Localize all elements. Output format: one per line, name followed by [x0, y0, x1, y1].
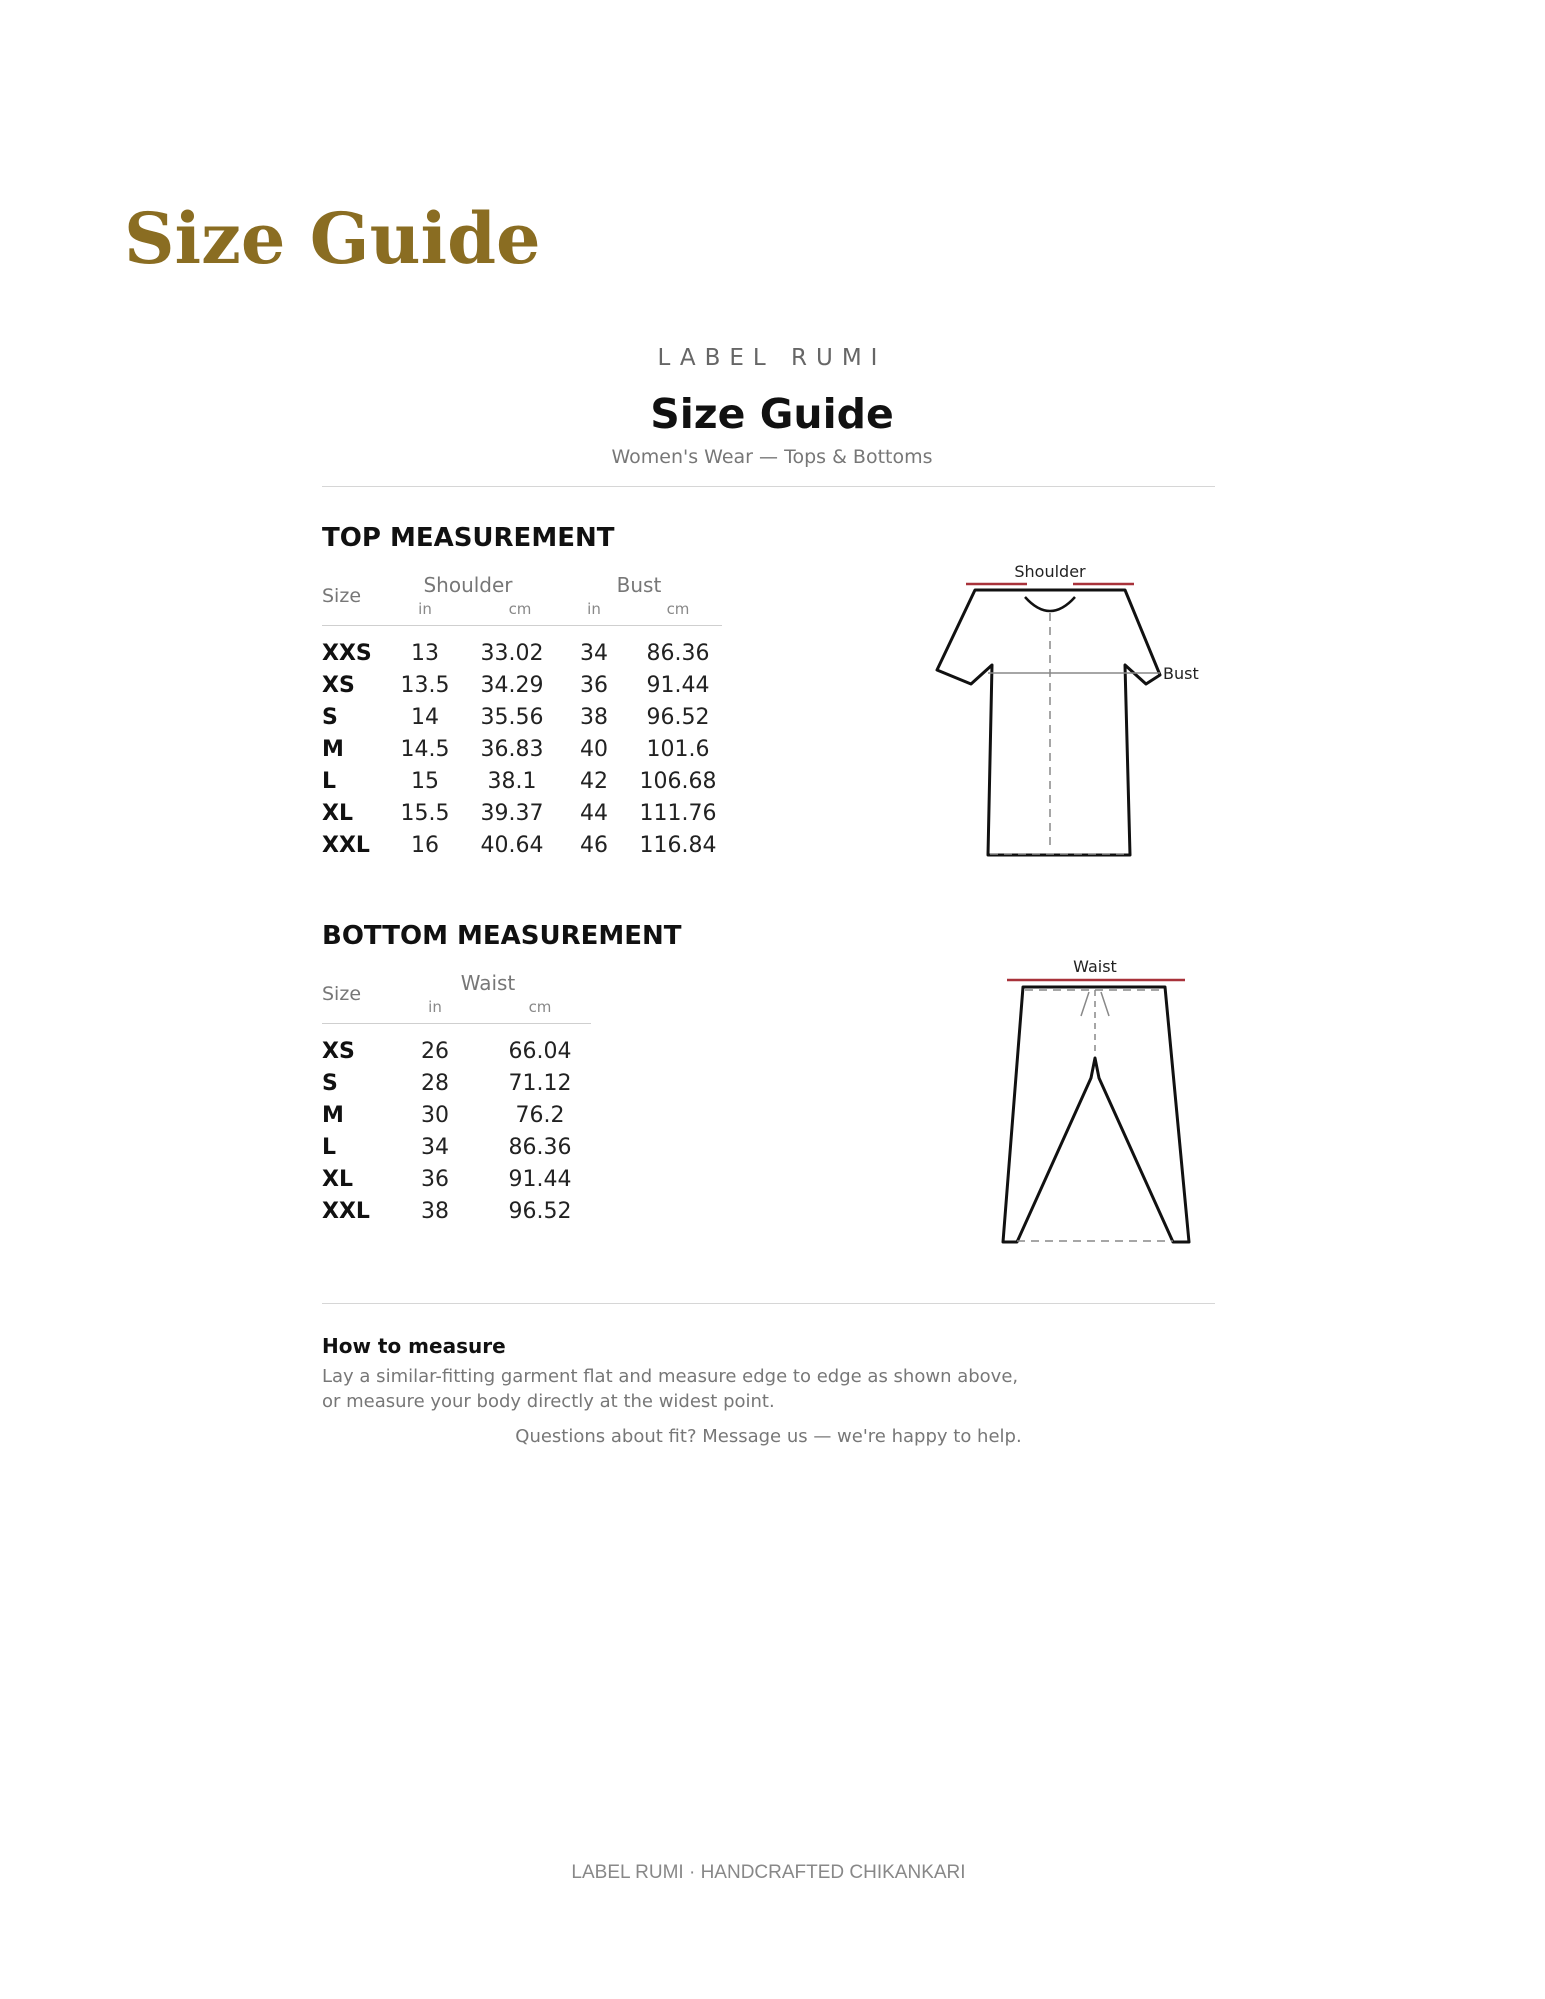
shoulder-cm-cell: 39.37 [480, 801, 544, 826]
top-garment-diagram [930, 555, 1230, 865]
waist-in-cell: 34 [421, 1135, 449, 1160]
page-title: Size Guide [124, 197, 541, 280]
waist-cm-cell: 66.04 [508, 1039, 572, 1064]
size-cell: XXS [322, 641, 372, 666]
table-row [322, 641, 742, 673]
shoulder-diagram-label: Shoulder [1014, 562, 1086, 581]
bust-in-cell: 40 [580, 737, 608, 762]
bust-in-cell: 42 [580, 769, 608, 794]
bottom-measurement-heading: BOTTOM MEASUREMENT [322, 921, 682, 951]
bust-in-cell: 44 [580, 801, 608, 826]
bottom-table-header-rule [322, 1023, 591, 1024]
shoulder-in-cell: 14 [411, 705, 439, 730]
shoulder-cm-cell: 34.29 [480, 673, 544, 698]
shoulder-in-unit: in [418, 600, 432, 618]
size-cell: XL [322, 801, 353, 826]
waist-in-cell: 38 [421, 1199, 449, 1224]
bust-cm-cell: 116.84 [639, 833, 717, 858]
bust-cm-cell: 91.44 [646, 673, 710, 698]
bust-cm-cell: 111.76 [639, 801, 717, 826]
footer-divider [322, 1303, 1215, 1304]
card-title: Size Guide [650, 390, 894, 438]
size-cell: XXL [322, 833, 370, 858]
table-row [322, 1135, 612, 1167]
table-row [322, 769, 742, 801]
table-row [322, 1071, 612, 1103]
size-cell: S [322, 705, 338, 730]
drawstring-right [1101, 992, 1109, 1016]
shoulder-in-cell: 15 [411, 769, 439, 794]
table-row [322, 737, 742, 769]
how-to-measure-text: Lay a similar-fitting garment flat and measure edge to edge as shown above, or measure your body directly at the widest point. [322, 1366, 1019, 1412]
waist-cm-cell: 91.44 [508, 1167, 572, 1192]
shoulder-cm-unit: cm [508, 600, 532, 618]
shoulder-column-header: Shoulder [423, 573, 513, 597]
bottom-table-body [322, 1039, 612, 1231]
table-row [322, 801, 742, 833]
bust-cm-cell: 106.68 [639, 769, 717, 794]
bust-in-unit: in [587, 600, 601, 618]
bust-in-cell: 46 [580, 833, 608, 858]
table-row [322, 1199, 612, 1231]
size-cell: XS [322, 1039, 355, 1064]
size-cell: XS [322, 673, 355, 698]
bust-cm-cell: 96.52 [646, 705, 710, 730]
bust-in-cell: 36 [580, 673, 608, 698]
waist-column-header: Waist [460, 971, 516, 995]
shoulder-in-cell: 13 [411, 641, 439, 666]
shoulder-cm-cell: 38.1 [487, 769, 537, 794]
shoulder-in-cell: 15.5 [400, 801, 450, 826]
top-garment-outline [937, 590, 1160, 855]
bust-cm-cell: 86.36 [646, 641, 710, 666]
size-cell: M [322, 737, 344, 762]
waist-in-cell: 30 [421, 1103, 449, 1128]
shoulder-in-cell: 14.5 [400, 737, 450, 762]
brand-name: LABEL RUMI [657, 345, 887, 371]
table-row [322, 1103, 612, 1135]
neckline [1025, 597, 1075, 611]
table-row [322, 833, 742, 865]
waist-in-unit: in [428, 998, 442, 1016]
waist-diagram-label: Waist [1073, 957, 1117, 976]
shoulder-cm-cell: 40.64 [480, 833, 544, 858]
size-cell: L [322, 769, 337, 794]
table-row [322, 705, 742, 737]
table-row [322, 1167, 612, 1199]
waist-cm-cell: 76.2 [515, 1103, 565, 1128]
shoulder-cm-cell: 35.56 [480, 705, 544, 730]
bust-diagram-label: Bust [1163, 664, 1199, 683]
size-cell: XL [322, 1167, 353, 1192]
size-cell: M [322, 1103, 344, 1128]
page-footer: LABEL RUMI · HANDCRAFTED CHIKANKARI [571, 1862, 966, 1883]
waist-in-cell: 28 [421, 1071, 449, 1096]
drawstring-left [1081, 992, 1089, 1016]
waist-cm-cell: 96.52 [508, 1199, 572, 1224]
top-table-body [322, 641, 742, 865]
shoulder-cm-cell: 33.02 [480, 641, 544, 666]
bust-in-cell: 34 [580, 641, 608, 666]
waist-cm-unit: cm [528, 998, 552, 1016]
waist-cm-cell: 71.12 [508, 1071, 572, 1096]
waist-in-cell: 26 [421, 1039, 449, 1064]
waist-in-cell: 36 [421, 1167, 449, 1192]
top-size-column-header: Size [322, 585, 362, 607]
shoulder-in-cell: 13.5 [400, 673, 450, 698]
card-subtitle: Women's Wear — Tops & Bottoms [611, 446, 933, 468]
bottom-garment-diagram [995, 950, 1205, 1250]
bust-column-header: Bust [616, 573, 662, 597]
shoulder-cm-cell: 36.83 [480, 737, 544, 762]
top-table-header-rule [322, 625, 722, 626]
bust-in-cell: 38 [580, 705, 608, 730]
help-text: Questions about fit? Message us — we're happy to help. [515, 1426, 1022, 1447]
top-measurement-heading: TOP MEASUREMENT [322, 523, 615, 553]
shoulder-in-cell: 16 [411, 833, 439, 858]
bottom-garment-outline [1003, 987, 1189, 1242]
waist-cm-cell: 86.36 [508, 1135, 572, 1160]
size-cell: XXL [322, 1199, 370, 1224]
table-row [322, 1039, 612, 1071]
table-row [322, 673, 742, 705]
header-divider [322, 486, 1215, 487]
size-cell: L [322, 1135, 337, 1160]
bottom-size-column-header: Size [322, 983, 362, 1005]
bust-cm-cell: 101.6 [646, 737, 710, 762]
bust-cm-unit: cm [666, 600, 690, 618]
how-to-measure-title: How to measure [322, 1334, 506, 1358]
size-cell: S [322, 1071, 338, 1096]
